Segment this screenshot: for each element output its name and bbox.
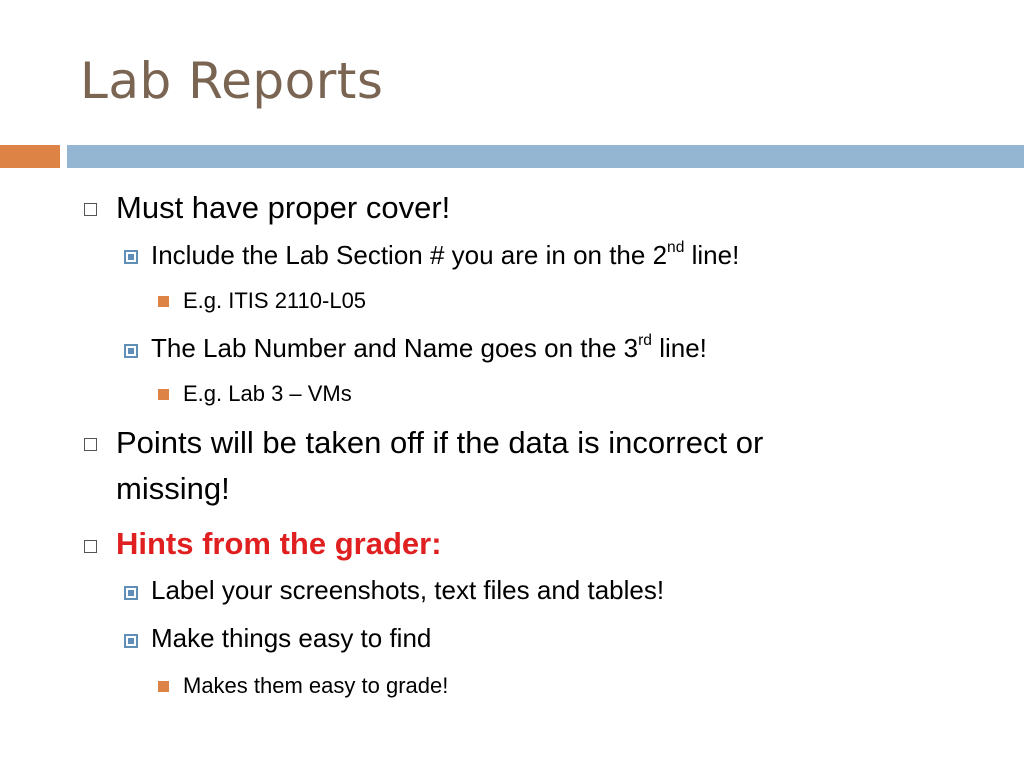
slide-title: Lab Reports	[80, 52, 384, 110]
boxed-square-bullet-icon	[124, 634, 138, 648]
boxed-square-bullet-icon	[124, 250, 138, 264]
bullet-easy-to-grade: Makes them easy to grade!	[183, 673, 449, 698]
bullet-lab-section: Include the Lab Section # you are in on the 2nd line!	[151, 239, 740, 270]
boxed-square-bullet-icon	[124, 344, 138, 358]
filled-square-bullet-icon	[158, 681, 169, 692]
boxed-square-bullet-icon	[124, 586, 138, 600]
hollow-square-bullet-icon	[84, 540, 97, 553]
bullet-lab-number-name: The Lab Number and Name goes on the 3rd line!	[151, 332, 707, 363]
filled-square-bullet-icon	[158, 389, 169, 400]
hollow-square-bullet-icon	[84, 203, 97, 216]
bullet-must-have-cover: Must have proper cover!	[116, 190, 451, 225]
bullet-hints-heading: Hints from the grader:	[116, 526, 442, 561]
bullet-points-taken-off-line2: missing!	[116, 471, 230, 506]
filled-square-bullet-icon	[158, 296, 169, 307]
bullet-points-taken-off-line1: Points will be taken off if the data is incorrect or	[116, 425, 764, 460]
hollow-square-bullet-icon	[84, 438, 97, 451]
bullet-label-screenshots: Label your screenshots, text files and tables!	[151, 575, 665, 605]
bullet-easy-to-find: Make things easy to find	[151, 623, 432, 653]
bullet-example-section: E.g. ITIS 2110-L05	[183, 288, 367, 313]
bullet-example-lab: E.g. Lab 3 – VMs	[183, 381, 352, 406]
